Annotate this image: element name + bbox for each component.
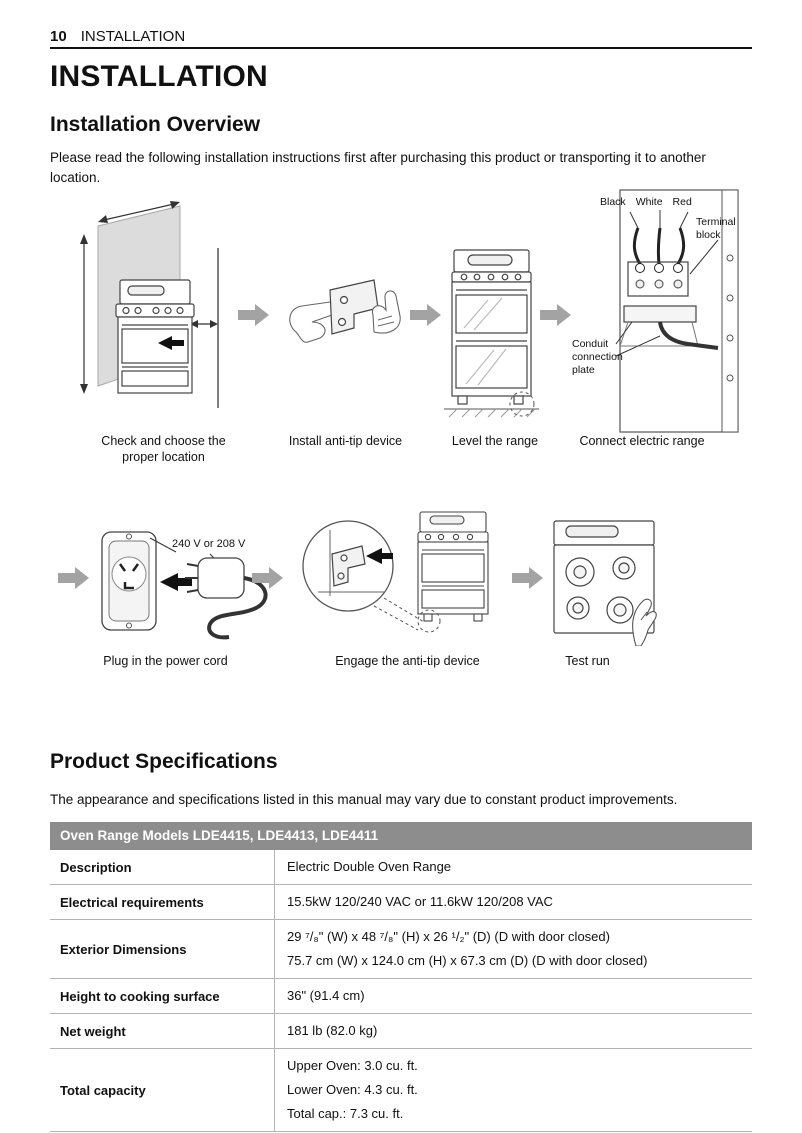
spec-row-value [275,1014,752,1048]
step-caption-install-antitip: Install anti-tip device [288,434,403,448]
spec-value-line: 181 lb (82.0 kg) [287,1023,378,1038]
overview-intro: Please read the following installation instructions first after purchasing this product or transporting it to another location. [50,150,706,185]
illustration-connect-range [572,188,752,434]
terminal-block-label: Terminal block [696,216,736,242]
test-run-drawing [548,516,660,646]
running-head [50,28,185,45]
step-arrow-icon [58,566,90,590]
table-row [50,1014,752,1049]
engage-antitip-drawing [296,504,508,649]
spec-row-value [275,850,752,884]
running-head-title: INSTALLATION [80,28,186,45]
spec-value-line: 15.5kW 120/240 VAC or 11.6kW 120/208 VAC [287,894,553,909]
overview-heading: Installation Overview [50,113,261,136]
step-arrow-icon [410,303,442,327]
spec-value-line: Lower Oven: 4.3 cu. ft. [287,1082,418,1097]
specs-intro: The appearance and specifications listed in this manual may vary due to constant product improvements. [50,792,678,807]
illustration-install-antitip [278,262,408,367]
spec-row-label: Total capacity [50,1049,275,1131]
spec-row-label: Exterior Dimensions [50,920,275,978]
illustration-engage-antitip [296,504,508,649]
spec-value-line: 36" (91.4 cm) [287,988,365,1003]
wire-black-label: Black [600,196,626,208]
page-number: 10 [50,28,67,45]
step-caption-engage-antitip: Engage the anti-tip device [335,654,480,668]
spec-table-title: Oven Range Models LDE4415, LDE4413, LDE4411 [50,822,752,850]
spec-row-label: Description [50,850,275,884]
step-caption-check-location: Check and choose the proper location [101,434,226,464]
step-caption-connect-range: Connect electric range [579,434,705,448]
spec-row-value [275,920,752,978]
table-row [50,920,752,979]
table-row [50,885,752,920]
voltage-label: 240 V or 208 V [172,538,246,550]
table-row [50,979,752,1014]
wire-red-label: Red [672,196,692,208]
conduit-plate-label: Conduit connection plate [572,338,623,377]
spec-row-label: Net weight [50,1014,275,1048]
wire-white-label: White [635,196,663,208]
spec-row-label: Electrical requirements [50,885,275,919]
spec-row-value [275,979,752,1013]
table-row [50,850,752,885]
spec-table [50,822,752,1132]
illustration-test-run [548,516,660,646]
spec-value-line: Electric Double Oven Range [287,859,452,874]
step-caption-plug-cord: Plug in the power cord [103,654,228,668]
step-caption-level-range: Level the range [451,434,539,448]
table-row [50,1049,752,1132]
step-arrow-icon [540,303,572,327]
wire-color-labels [600,196,692,209]
step-arrow-icon [512,566,544,590]
step-arrow-icon [238,303,270,327]
spec-value-line: 75.7 cm (W) x 124.0 cm (H) x 67.3 cm (D) (D with door closed) [287,953,648,968]
specs-heading: Product Specifications [50,750,278,773]
install-antitip-drawing [278,262,408,367]
illustration-check-location [72,196,232,434]
spec-row-value [275,1049,752,1131]
spec-value-line: 29 ⁷/₈" (W) x 48 ⁷/₈" (H) x 26 ¹/₂" (D) (D with door closed) [287,929,610,944]
check-location-drawing [72,196,232,434]
spec-row-label: Height to cooking surface [50,979,275,1013]
step-caption-test-run: Test run [565,654,610,668]
illustration-level-range [444,246,539,430]
spec-value-line: Total cap.: 7.3 cu. ft. [287,1106,404,1121]
level-range-drawing [444,246,539,430]
page-title: INSTALLATION [50,60,268,93]
spec-value-line: Upper Oven: 3.0 cu. ft. [287,1058,418,1073]
step-arrow-icon [252,566,284,590]
header-rule [50,47,752,49]
spec-row-value [275,885,752,919]
